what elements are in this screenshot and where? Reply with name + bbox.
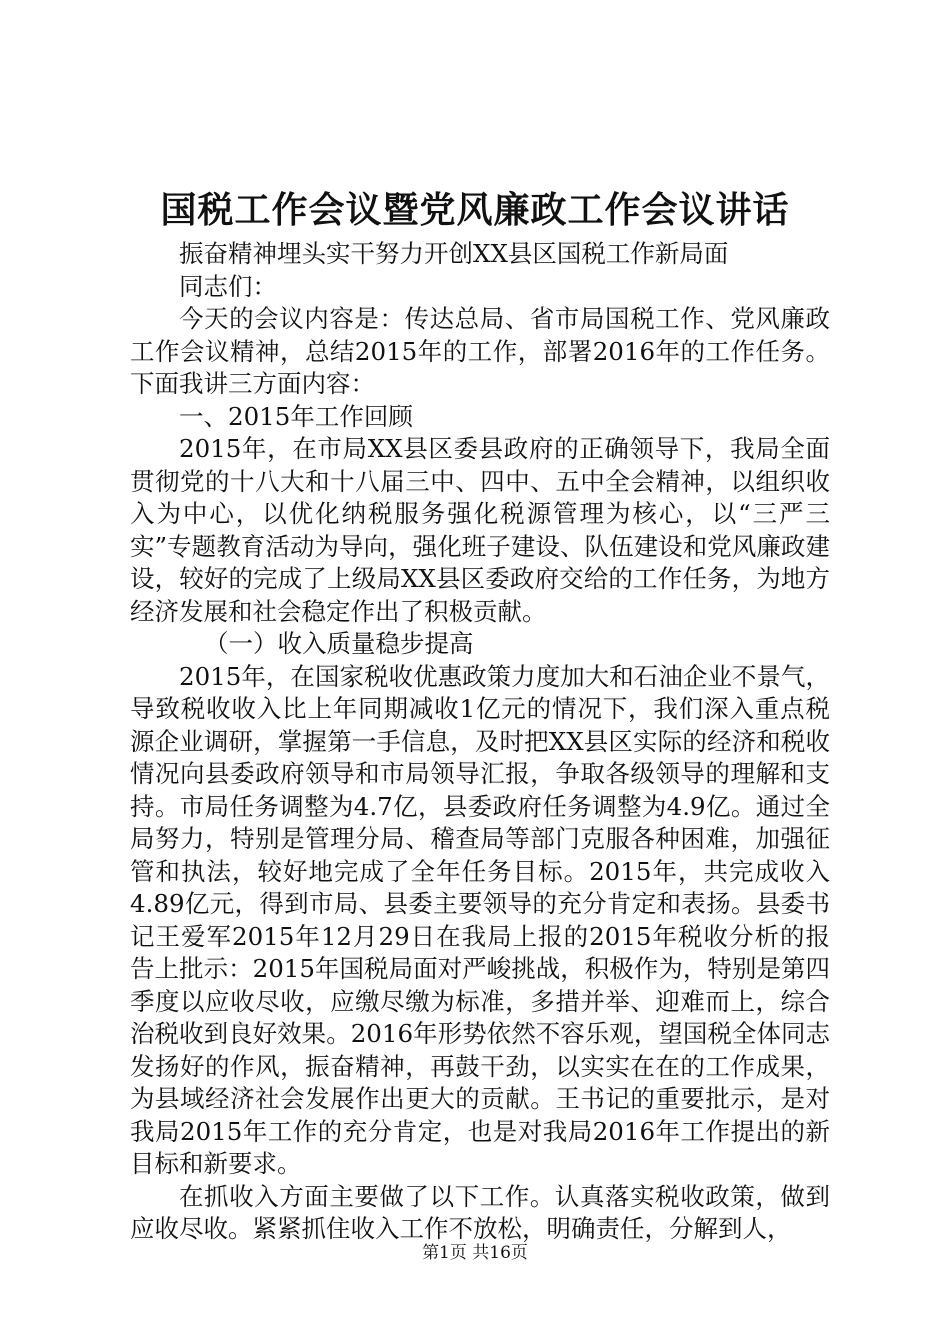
subtitle-paragraph: 振奋精神埋头实干努力开创XX县区国税工作新局面 [179,239,729,268]
body-paragraph: 2015年，在市局XX县区委县政府的正确领导下，我局全面贯彻党的十八大和十八届三中、四中、五中全会精神，以组织收入为中心，以优化纳税服务强化税源管理为核心，以“三严三实”专题教育活动为导向，强化班子建设、队伍建设和党风廉政建设，较好的完成了上级局XX县区委政府交给的工作任务，为地方经济发展和社会稳定作出了积极贡献。 [130,434,830,626]
body-paragraph: 今天的会议内容是：传达总局、省市局国税工作、党风廉政工作会议精神，总结2015年的工作，部署2016年的工作任务。下面我讲三方面内容： [130,304,830,398]
body-paragraph: 2015年，在国家税收优惠政策力度加大和石油企业不景气，导致税收收入比上年同期减收1亿元的情况下，我们深入重点税源企业调研，掌握第一手信息，及时把XX县区实际的经济和税收情况向县委政府领导和市局领导汇报，争取各级领导的理解和支持。市局任务调整为4.7亿，县委政府任务调整为4.9亿。通过全局努力，特别是管理分局、稽查局等部门克服各种困难，加强征管和执法，较好地完成了全年任务目标。2015年，共完成收入4.89亿元，得到市局、县委主要领导的充分肯定和表扬。县委书记王爱军2015年12月29日在我局上报的2015年税收分析的报告上批示：2015年国税局面对严峻挑战，积极作为，特别是第四季度以应收尽收，应缴尽缴为标准，多措并举、迎难而上，综合治税收到良好效果。2016年形势依然不容乐观，望国税全体同志发扬好的作风，振奋精神，再鼓干劲，以实实在在的工作成果，为县域经济社会发展作出更大的贡献。王书记的重要批示，是对我局2015年工作的充分肯定，也是对我局2016年工作提出的新目标和新要求。 [130,661,830,1178]
section-heading: 一、2015年工作回顾 [179,401,413,431]
body-paragraph: 在抓收入方面主要做了以下工作。认真落实税收政策，做到应收尽收。紧紧抓住收入工作不放松，明确责任，分解到人， [130,1181,830,1243]
document-title: 国税工作会议暨党风廉政工作会议讲话 [160,189,790,231]
page-number-footer: 第1页 共16页 [422,1243,528,1263]
subsection-heading: （一）收入质量稳步提高 [204,629,474,658]
document-body [130,238,830,1246]
salutation-paragraph: 同志们： [179,271,277,301]
